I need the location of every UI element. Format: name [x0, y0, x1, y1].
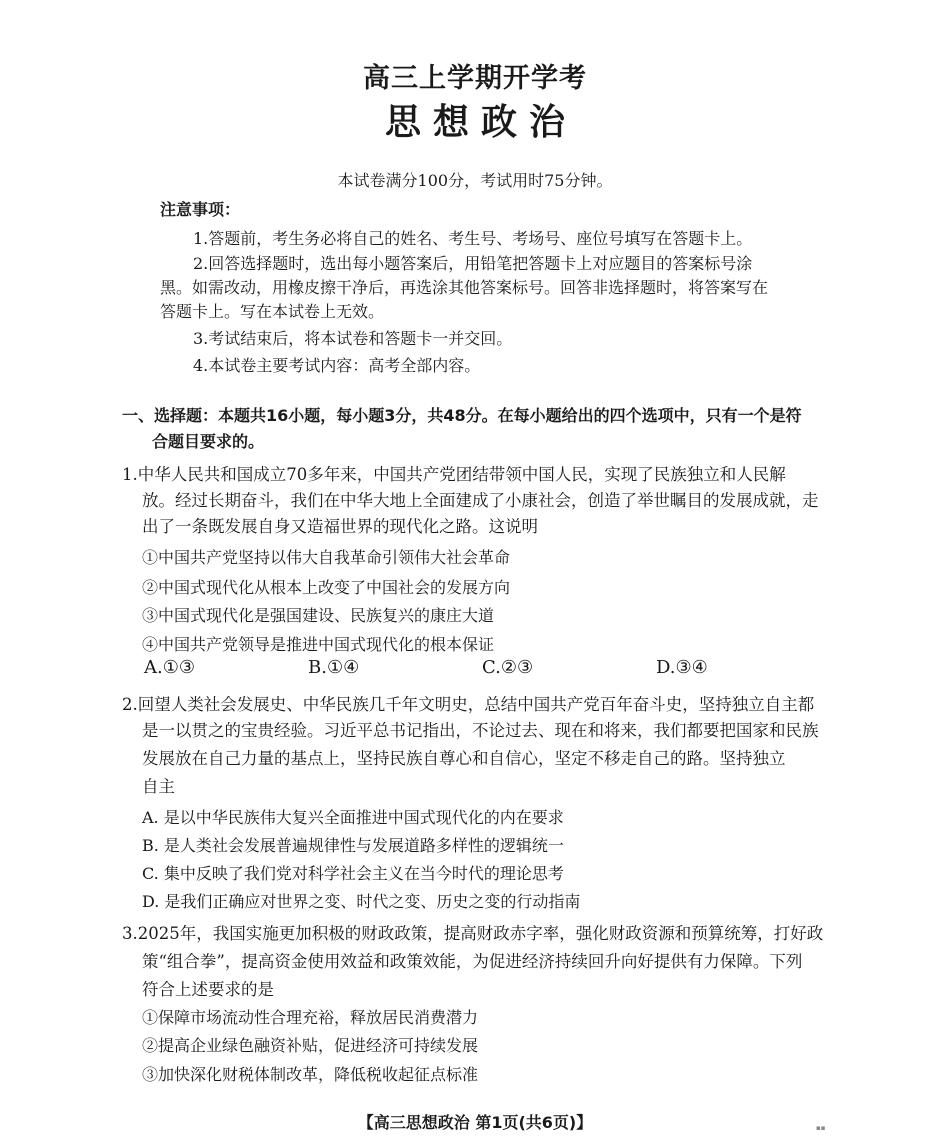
q2-stem-line-4: 自主: [142, 777, 175, 796]
q1-statement-1: ①中国共产党坚持以伟大自我革命引领伟大社会革命: [142, 548, 511, 567]
q3-stem-line-1: 3.2025年，我国实施更加积极的财政政策，提高财政赤字率，强化财政资源和预算统筹，打好政: [122, 924, 824, 943]
page-footer: 【高三思想政治 第1页(共6页)】: [357, 1113, 593, 1132]
intro-line: 本试卷满分100分，考试用时75分钟。: [337, 171, 613, 190]
q3-statement-3: ③加快深化财税体制改革，降低税收起征点标准: [142, 1065, 479, 1084]
q1-choice-b: B.①④: [308, 657, 360, 678]
exam-title: 高三上学期开学考: [363, 63, 587, 94]
notice-item-3: 3.考试结束后，将本试卷和答题卡一并交回。: [193, 329, 513, 348]
q1-choice-c: C.②③: [482, 657, 534, 678]
notice-item-2-line-3: 答题卡上。写在本试卷上无效。: [160, 302, 385, 321]
q2-choice-b: B. 是人类社会发展普遍规律性与发展道路多样性的逻辑统一: [142, 836, 564, 855]
subject-title: 思想政治: [384, 102, 577, 143]
q1-stem-line-2: 放。经过长期奋斗，我们在中华大地上全面建成了小康社会，创造了举世瞩目的发展成就，走: [142, 491, 819, 510]
notice-item-2-line-1: 2.回答选择题时，选出每小题答案后，用铅笔把答题卡上对应题目的答案标号涂: [193, 254, 753, 273]
q2-stem-line-3: 发展放在自己力量的基点上，坚持民族自尊心和自信心，坚定不移走自己的路。坚持独立: [142, 749, 786, 768]
q1-stem-line-3: 出了一条既发展自身又造福世界的现代化之路。这说明: [142, 517, 538, 536]
corner-mark: ▪▪: [816, 1124, 826, 1132]
q2-choice-a: A. 是以中华民族伟大复兴全面推进中国式现代化的内在要求: [142, 808, 564, 827]
q1-choice-d: D.③④: [656, 657, 708, 678]
q1-statement-3: ③中国式现代化是强国建设、民族复兴的康庄大道: [142, 606, 495, 625]
q3-statement-2: ②提高企业绿色融资补贴，促进经济可持续发展: [142, 1036, 479, 1055]
notice-heading: 注意事项：: [160, 200, 241, 219]
q2-stem-line-2: 是一以贯之的宝贵经验。习近平总书记指出，不论过去、现在和将来，我们都要把国家和民族: [142, 721, 819, 740]
section-heading-line-1: 一、选择题：本题共16小题，每小题3分，共48分。在每小题给出的四个选项中，只有一个是符: [122, 406, 802, 425]
q3-statement-1: ①保障市场流动性合理充裕，释放居民消费潜力: [142, 1008, 479, 1027]
q2-choice-c: C. 集中反映了我们党对科学社会主义在当今时代的理论思考: [142, 864, 564, 883]
q1-statement-2: ②中国式现代化从根本上改变了中国社会的发展方向: [142, 578, 511, 597]
q2-choice-d: D. 是我们正确应对世界之变、时代之变、历史之变的行动指南: [142, 892, 581, 911]
q3-stem-line-2: 策“组合拳”，提高资金使用效益和政策效能，为促进经济持续回升向好提供有力保障。下列: [142, 952, 803, 971]
notice-item-1: 1.答题前，考生务必将自己的姓名、考生号、考场号、座位号填写在答题卡上。: [193, 229, 753, 248]
q1-choice-a: A.①③: [144, 657, 195, 678]
q2-stem-line-1: 2.回望人类社会发展史、中华民族几千年文明史，总结中国共产党百年奋斗史，坚持独立自主都: [122, 695, 815, 714]
section-heading-line-2: 合题目要求的。: [152, 432, 265, 451]
q3-stem-line-3: 符合上述要求的是: [142, 980, 274, 999]
notice-item-2-line-2: 黑。如需改动，用橡皮擦干净后，再选涂其他答案标号。回答非选择题时，将答案写在: [160, 278, 769, 297]
notice-item-4: 4.本试卷主要考试内容：高考全部内容。: [193, 356, 481, 375]
q1-stem-line-1: 1.中华人民共和国成立70多年来，中国共产党团结带领中国人民，实现了民族独立和人民解: [122, 465, 786, 484]
q1-statement-4: ④中国共产党领导是推进中国式现代化的根本保证: [142, 635, 495, 654]
